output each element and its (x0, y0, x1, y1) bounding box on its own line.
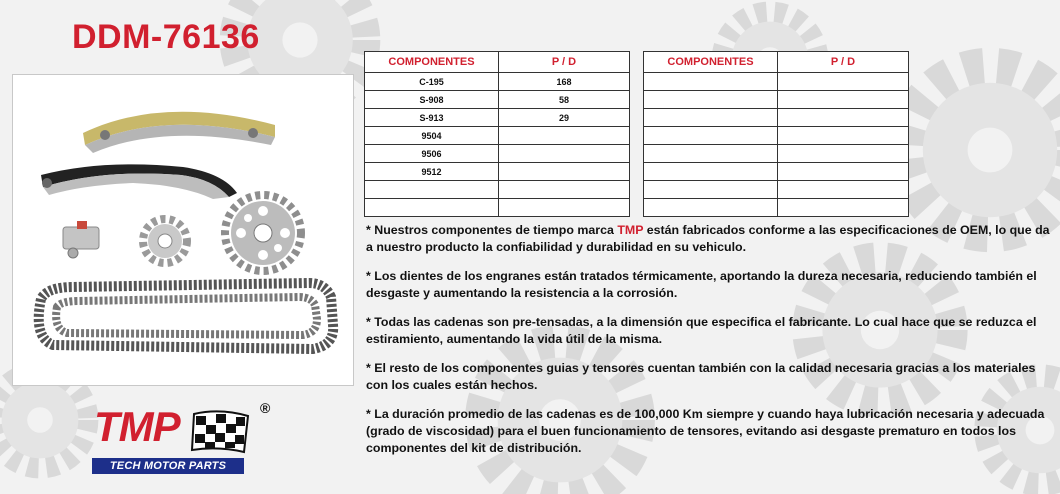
table-row (644, 109, 909, 127)
table-row (365, 181, 630, 199)
cell-pd (499, 163, 630, 181)
cell-pd (499, 181, 630, 199)
table-row (644, 199, 909, 217)
cell-component (644, 91, 778, 109)
small-sprocket-icon (143, 219, 187, 263)
note-oem-pre: * Nuestros componentes de tiempo marca (366, 223, 618, 237)
cell-pd (778, 73, 909, 91)
table-header-row (644, 52, 909, 73)
cell-component (644, 181, 778, 199)
cell-component (644, 109, 778, 127)
table-row (365, 73, 630, 91)
note-oem-post: están fabricados conforme a las especificaciones de OEM, lo que da a nuestro producto la confiabilidad y durabilidad en su vehiculo. (366, 223, 1050, 254)
logo-tagline: TECH MOTOR PARTS (92, 458, 244, 474)
timing-chain-icon (39, 283, 333, 349)
components-table-left (364, 51, 630, 217)
checkered-flag-icon (190, 408, 252, 456)
cell-component: S-908 (365, 91, 499, 109)
page-title: DDM-76136 (72, 18, 260, 56)
logo-wordmark: TMP (94, 403, 180, 450)
components-table-right (643, 51, 909, 217)
column-header-pd: P / D (499, 52, 630, 73)
chain-guide-lower-icon (41, 164, 237, 199)
table-row (365, 163, 630, 181)
note-oem-brand: TMP (617, 223, 644, 237)
note-chains: * Todas las cadenas son pre-tensadas, a la dimensión que especifica el fabricante. Lo cual hace que se reduzca el estiramiento, aumentando la vida útil de la misma. (366, 315, 1037, 346)
cell-pd (778, 127, 909, 145)
cell-component (365, 181, 499, 199)
cell-component: 9512 (365, 163, 499, 181)
product-notes (366, 222, 1056, 469)
tmp-logo (90, 400, 280, 480)
table-row (644, 73, 909, 91)
cell-pd (778, 109, 909, 127)
table-row (644, 91, 909, 109)
cell-pd: 29 (499, 109, 630, 127)
cell-pd (778, 181, 909, 199)
cell-pd (778, 91, 909, 109)
cell-pd: 58 (499, 91, 630, 109)
note-oem (366, 222, 1056, 256)
column-header-pd: P / D (778, 52, 909, 73)
table-row (365, 109, 630, 127)
note-duration: * La duración promedio de las cadenas es de 100,000 Km siempre y cuando haya lubricación necesaria y adecuada (grado de viscosidad) para el buen funcionamiento de tensores, evitando asi desgaste prematuro en todos los componentes del kit de distribución. (366, 407, 1045, 455)
table-row (644, 181, 909, 199)
cell-component (644, 163, 778, 181)
note-guides: * El resto de los componentes guias y tensores cuentan también con la calidad necesaria gracias a los materiales con los cuales están hechos. (366, 361, 1036, 392)
table-row (644, 127, 909, 145)
cell-component: 9506 (365, 145, 499, 163)
table-row (365, 145, 630, 163)
tensioner-icon (63, 221, 99, 258)
cell-component (644, 73, 778, 91)
table-row (644, 145, 909, 163)
cell-component: S-913 (365, 109, 499, 127)
cell-component (365, 199, 499, 217)
cell-pd (778, 163, 909, 181)
chain-guide-upper-icon (83, 112, 275, 153)
table-row (365, 199, 630, 217)
registered-mark: ® (260, 400, 271, 416)
cell-pd (499, 127, 630, 145)
note-gears: * Los dientes de los engranes están tratados térmicamente, aportando la dureza necesaria, reduciendo también el desgaste y aumentando la resistencia a la corrosión. (366, 269, 1037, 300)
table-row (365, 127, 630, 145)
table-row (644, 163, 909, 181)
cell-component (644, 127, 778, 145)
cell-component: 9504 (365, 127, 499, 145)
cell-pd: 168 (499, 73, 630, 91)
cell-component: C-195 (365, 73, 499, 91)
cell-component (644, 145, 778, 163)
cell-pd (499, 199, 630, 217)
cell-pd (778, 199, 909, 217)
table-row (365, 91, 630, 109)
cell-pd (778, 145, 909, 163)
column-header-componentes: COMPONENTES (644, 52, 778, 73)
column-header-componentes: COMPONENTES (365, 52, 499, 73)
product-photo (12, 74, 354, 386)
gear-icon (906, 66, 1060, 234)
table-header-row (365, 52, 630, 73)
cell-component (644, 199, 778, 217)
camshaft-sprocket-icon (225, 195, 301, 271)
cell-pd (499, 145, 630, 163)
